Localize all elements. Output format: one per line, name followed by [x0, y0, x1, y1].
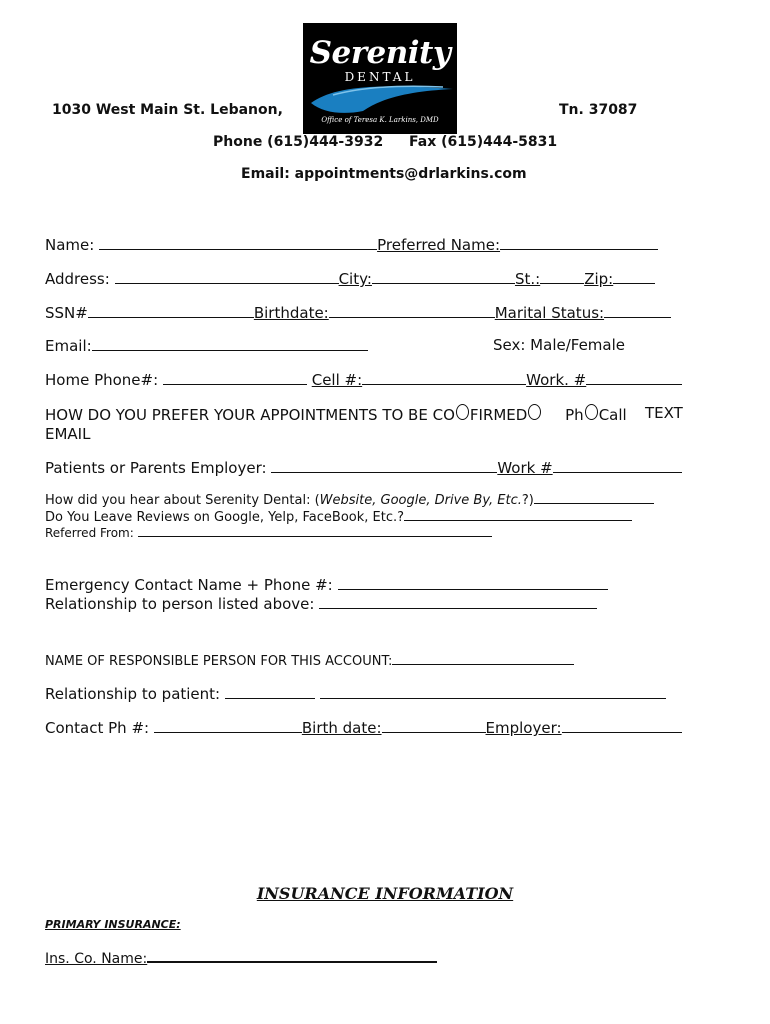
- confirm-row: [45, 404, 627, 424]
- confirm-question-a: HOW DO YOU PREFER YOUR APPOINTMENTS TO BE CO: [45, 406, 455, 424]
- ins-co-label: Ins. Co. Name:: [45, 951, 148, 967]
- rel-patient-label: Relationship to patient:: [45, 685, 221, 703]
- referred-label: Referred From:: [45, 526, 134, 540]
- name-row: [45, 235, 658, 254]
- logo: [303, 23, 457, 134]
- emergency-field[interactable]: [338, 575, 608, 590]
- address-row: [45, 269, 655, 288]
- hear-suffix: ?): [521, 493, 534, 508]
- logo-office: Office of Teresa K. Larkins, DMD: [321, 116, 439, 124]
- employer-row: [45, 458, 682, 477]
- ssn-row: [45, 303, 671, 322]
- rel-patient-field-a[interactable]: [225, 684, 315, 699]
- fax: Fax (615)444-5831: [409, 134, 558, 150]
- logo-title: Serenity: [309, 35, 451, 71]
- hear-italic: Website, Google, Drive By, Etc.: [319, 493, 522, 508]
- address-label: Address:: [45, 270, 110, 288]
- preferred-name-field[interactable]: [500, 235, 658, 250]
- sex-label[interactable]: Sex: Male/Female: [493, 336, 626, 354]
- cell-label: Cell #:: [311, 371, 363, 389]
- phone: Phone (615)444-3932: [213, 134, 384, 150]
- zip-label: Zip:: [584, 270, 614, 288]
- rel-patient-field-b[interactable]: [320, 684, 666, 699]
- address-left: 1030 West Main St. Lebanon,: [52, 102, 283, 118]
- responsible-field[interactable]: [392, 652, 574, 665]
- employer-field[interactable]: [271, 458, 497, 473]
- ssn-label: SSN#: [45, 304, 88, 322]
- hear-row: [45, 491, 654, 508]
- work-label: Work. #: [526, 371, 587, 389]
- referred-row: [45, 525, 492, 540]
- emergency-row: [45, 575, 608, 594]
- address-right: Tn. 37087: [559, 102, 638, 118]
- city-label: City:: [338, 270, 372, 288]
- hear-field[interactable]: [534, 491, 654, 504]
- birthdate-label: Birthdate:: [253, 304, 329, 322]
- logo-subtitle: DENTAL: [344, 70, 416, 84]
- confirm-call[interactable]: Call: [598, 406, 627, 424]
- confirm-email[interactable]: EMAIL: [45, 425, 91, 443]
- marital-label: Marital Status:: [494, 304, 605, 322]
- spacer-line: [498, 370, 526, 385]
- marital-field[interactable]: [604, 303, 671, 318]
- phone-row: [45, 370, 682, 389]
- referred-field[interactable]: [138, 525, 492, 537]
- employer-label: Patients or Parents Employer:: [45, 459, 267, 477]
- email-header: Email: appointments@drlarkins.com: [241, 166, 527, 182]
- employer2-label: Employer:: [485, 719, 562, 737]
- confirm-radio-2[interactable]: [528, 404, 541, 420]
- email-field[interactable]: [92, 336, 368, 351]
- employer-work-field[interactable]: [553, 458, 682, 473]
- st-field[interactable]: [540, 269, 584, 284]
- reviews-field[interactable]: [404, 508, 632, 521]
- contact-ph-field[interactable]: [154, 718, 302, 733]
- emergency-label: Emergency Contact Name + Phone #:: [45, 576, 333, 594]
- relationship-label: Relationship to person listed above:: [45, 595, 315, 613]
- city-field[interactable]: [372, 269, 515, 284]
- confirm-ph: Ph: [565, 406, 584, 424]
- work-field[interactable]: [586, 370, 682, 385]
- ins-co-row: [45, 947, 437, 967]
- cell-field[interactable]: [362, 370, 498, 385]
- home-phone-label: Home Phone#:: [45, 371, 159, 389]
- contact-ph-label: Contact Ph #:: [45, 719, 150, 737]
- wave-icon: [303, 81, 457, 117]
- reviews-row: [45, 508, 632, 525]
- hear-prefix: How did you hear about Serenity Dental: (: [45, 493, 320, 508]
- relationship-field[interactable]: [319, 594, 597, 609]
- responsible-label: NAME OF RESPONSIBLE PERSON FOR THIS ACCOUNT:: [45, 654, 393, 669]
- ins-co-field[interactable]: [147, 947, 437, 963]
- birth-date-field[interactable]: [382, 718, 486, 733]
- employer2-field[interactable]: [562, 718, 682, 733]
- confirm-radio-3[interactable]: [585, 404, 598, 420]
- zip-field[interactable]: [613, 269, 655, 284]
- preferred-name-label: Preferred Name:: [377, 236, 501, 254]
- address-field[interactable]: [115, 269, 339, 284]
- confirm-radio-1[interactable]: [456, 404, 469, 420]
- ssn-field[interactable]: [88, 303, 254, 318]
- home-phone-field[interactable]: [163, 370, 307, 385]
- reviews-label: Do You Leave Reviews on Google, Yelp, FaceBook, Etc.?: [45, 510, 405, 525]
- birth-date-label: Birth date:: [301, 719, 382, 737]
- birthdate-field[interactable]: [329, 303, 495, 318]
- relationship-row: [45, 594, 597, 613]
- primary-insurance-label: PRIMARY INSURANCE:: [45, 918, 181, 931]
- confirm-question-b: FIRMED: [469, 406, 528, 424]
- employer-work-label: Work #: [497, 459, 553, 477]
- email-row: [45, 336, 368, 355]
- confirm-text[interactable]: TEXT: [645, 404, 683, 422]
- insurance-heading: INSURANCE INFORMATION: [256, 884, 514, 903]
- name-label: Name:: [45, 236, 95, 254]
- responsible-row: [45, 652, 574, 669]
- rel-patient-row: [45, 684, 666, 703]
- name-field[interactable]: [99, 235, 377, 250]
- contact-row: [45, 718, 682, 737]
- st-label: St.:: [514, 270, 541, 288]
- email-label: Email:: [45, 337, 92, 355]
